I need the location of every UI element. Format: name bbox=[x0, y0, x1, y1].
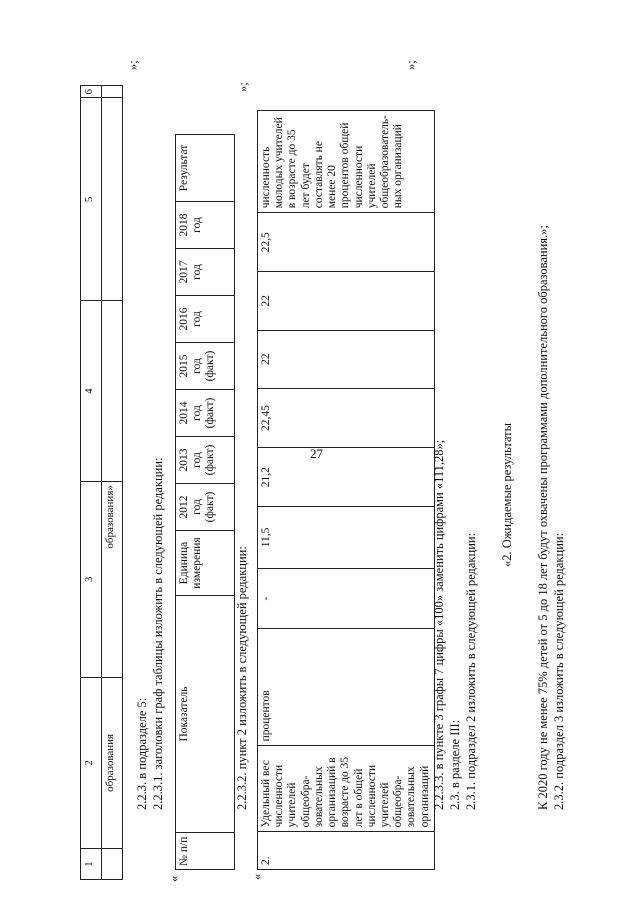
header-cell: 2017 год bbox=[176, 249, 235, 296]
value-cell: 22,45 bbox=[258, 388, 435, 447]
value-cell: 21,2 bbox=[258, 448, 435, 507]
table-cell: образования» bbox=[102, 482, 123, 677]
table-cell bbox=[102, 301, 123, 482]
value-cell: 22,5 bbox=[258, 213, 435, 272]
table-cell bbox=[102, 849, 123, 880]
paragraph: 2.3.1. подраздел 2 изложить в следующей редакции: bbox=[464, 532, 478, 810]
closing-quote: »; bbox=[404, 60, 418, 70]
header-cell: 2012 год (факт) bbox=[176, 484, 235, 531]
page-number: 27 bbox=[310, 446, 323, 461]
table-cell: образования bbox=[102, 677, 123, 849]
value-cell: 22 bbox=[258, 272, 435, 330]
table-cell: 1 bbox=[81, 849, 102, 880]
header-cell: 2016 год bbox=[176, 296, 235, 343]
header-cell: Единица измерения bbox=[176, 531, 235, 596]
table-cell: 4 bbox=[81, 301, 102, 482]
paragraph: 2.3. в разделе III: bbox=[448, 719, 462, 810]
section-heading: «2. Ожидаемые результаты bbox=[500, 422, 514, 567]
rotated-page-content bbox=[22, 12, 622, 892]
value-cell: 11,5 bbox=[258, 507, 435, 569]
value-cell: - bbox=[258, 568, 435, 629]
table-cell bbox=[102, 98, 123, 301]
header-table bbox=[175, 134, 235, 870]
header-cell: 2013 год (факт) bbox=[176, 437, 235, 484]
paragraph: 2.2.3.2. пункт 2 изложить в следующей редакции: bbox=[235, 546, 249, 810]
header-cell: Результат bbox=[176, 135, 235, 202]
header-cell: Показатель bbox=[176, 596, 235, 833]
closing-quote: »; bbox=[126, 60, 140, 70]
header-cell: 2015 год (факт) bbox=[176, 343, 235, 390]
header-cell: № п/п bbox=[176, 833, 235, 870]
table-cell: 3 bbox=[81, 482, 102, 677]
table-row bbox=[258, 111, 435, 870]
paragraph: 2.2.3. в подразделе 5: bbox=[135, 697, 149, 810]
top-table bbox=[80, 85, 123, 880]
table-cell: 2 bbox=[81, 677, 102, 849]
paragraph: К 2020 году не менее 75% детей от 5 до 18 лет будут охвачены программами дополнительного образования.»; bbox=[536, 225, 550, 810]
indicator-name: Удельный вес численности учителей общеобра-зовательных организаций в возрасте до 35 лет в общей численности учителей общеобра-зовательных организаций bbox=[258, 746, 435, 832]
paragraph: 2.3.2. подраздел 3 изложить в следующей редакции: bbox=[552, 532, 566, 810]
table-cell bbox=[102, 86, 123, 99]
opening-quote: « bbox=[167, 875, 181, 882]
table-cell: 6 bbox=[81, 86, 102, 99]
closing-quote: »; bbox=[236, 82, 250, 92]
opening-quote: « bbox=[250, 873, 264, 880]
paragraph: 2.2.3.3. в пункте 3 графы 7 цифры «100» заменить цифрами «111,28»; bbox=[432, 439, 446, 810]
table-row bbox=[81, 86, 102, 880]
unit-cell: процентов bbox=[258, 629, 435, 746]
value-cell: 22 bbox=[258, 330, 435, 388]
header-cell: 2014 год (факт) bbox=[176, 390, 235, 437]
table-cell: 5 bbox=[81, 98, 102, 301]
header-cell: 2018 год bbox=[176, 202, 235, 249]
table-row bbox=[102, 86, 123, 880]
indicator-table bbox=[257, 110, 435, 870]
paragraph: 2.2.3.1. заголовки граф таблицы изложить в следующей редакции: bbox=[151, 457, 165, 810]
row-number: 2. bbox=[258, 832, 435, 870]
table-row bbox=[176, 135, 235, 870]
result-cell: численность молодых учителей в возрасте до 35 лет будет составлять не менее 20 процентов общей численности учителей общеобразователь-ных организаций bbox=[258, 111, 435, 213]
